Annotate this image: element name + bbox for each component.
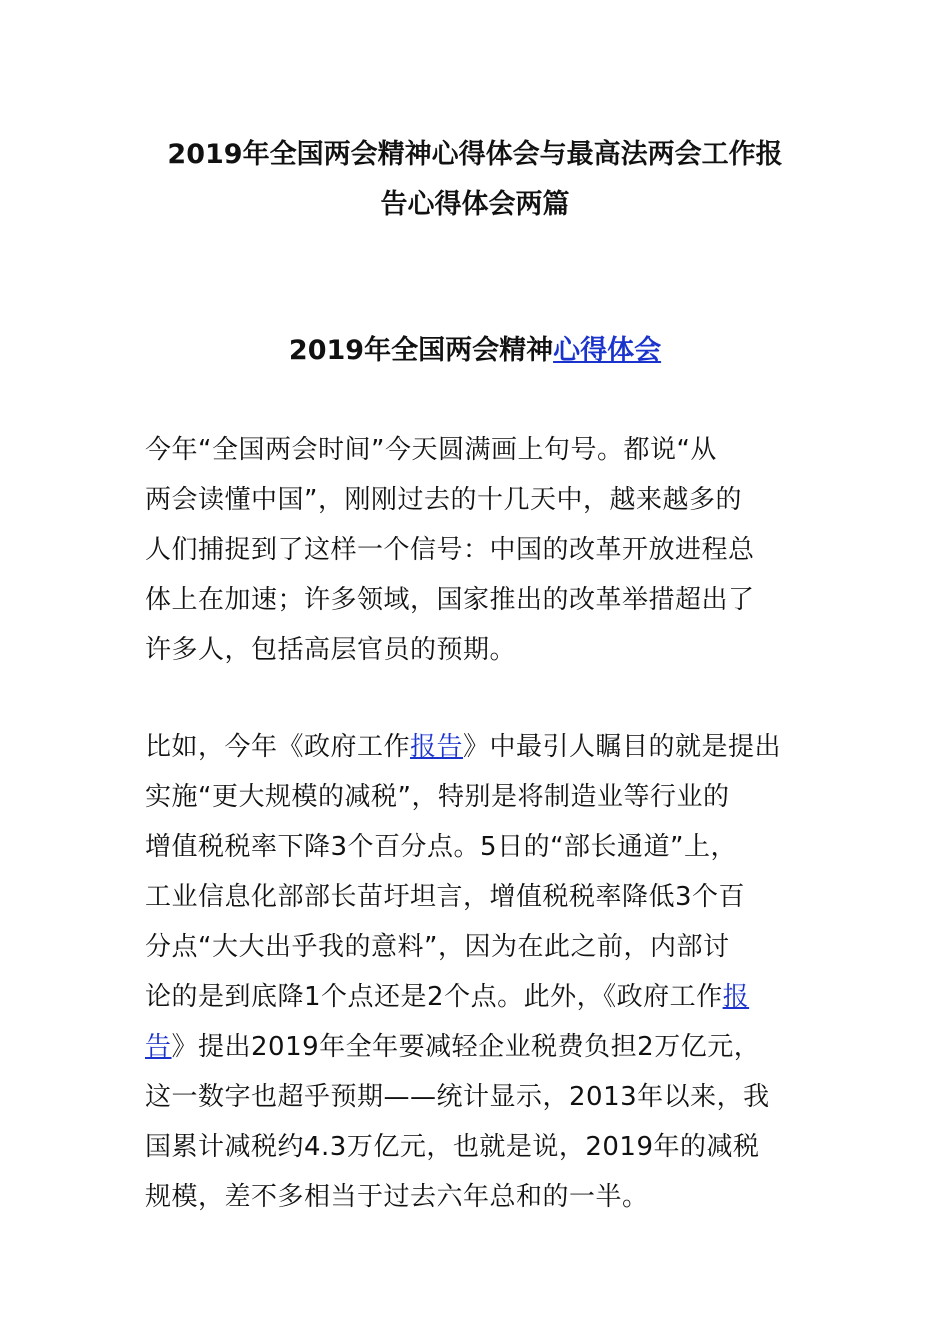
- paragraph-2-line: [145, 972, 810, 1022]
- paragraph-2-line: 国累计减税约4.3万亿元，也就是说，2019年的减税: [145, 1132, 760, 1162]
- paragraph-1-line: 许多人，包括高层官员的预期。: [145, 635, 517, 665]
- paragraph-2-line: [145, 1022, 810, 1072]
- section-heading-link[interactable]: 心得体会: [553, 335, 662, 366]
- report-link-part-1[interactable]: 报: [722, 982, 750, 1012]
- paragraph-1-line: 人们捕捉到了这样一个信号：中国的改革开放进程总: [145, 535, 755, 565]
- paragraph-2: [145, 722, 810, 1222]
- paragraph-2-text: 》中最引人瞩目的就是提出: [463, 732, 782, 762]
- title-line-1: 2019年全国两会精神心得体会与最高法两会工作报: [167, 139, 783, 170]
- paragraph-2-line: 规模，差不多相当于过去六年总和的一半。: [145, 1182, 649, 1212]
- paragraph-1: [145, 425, 810, 675]
- report-link-part-2[interactable]: 告: [145, 1032, 172, 1062]
- title-line-2: 告心得体会两篇: [380, 189, 570, 220]
- paragraph-1-line: 体上在加速；许多领域，国家推出的改革举措超出了: [145, 585, 755, 615]
- paragraph-2-line: [145, 722, 810, 772]
- document-title: [140, 130, 810, 230]
- paragraph-2-text: 比如，今年《政府工作: [145, 732, 411, 762]
- paragraph-1-line: 两会读懂中国”，刚刚过去的十几天中，越来越多的: [145, 485, 742, 515]
- paragraph-2-text: 》提出2019年全年要减轻企业税费负担2万亿元，: [171, 1032, 761, 1062]
- report-link[interactable]: 报告: [410, 732, 464, 762]
- paragraph-2-text: 论的是到底降1个点还是2个点。此外，《政府工作: [145, 982, 723, 1012]
- paragraph-1-line: 今年“全国两会时间”今天圆满画上句号。都说“从: [145, 435, 717, 465]
- section-heading-text: 2019年全国两会精神: [288, 335, 554, 366]
- paragraph-2-line: 实施“更大规模的减税”，特别是将制造业等行业的: [145, 782, 730, 812]
- paragraph-2-line: 分点“大大出乎我的意料”，因为在此之前，内部讨: [145, 932, 730, 962]
- section-heading: [140, 327, 810, 375]
- paragraph-2-line: 增值税税率下降3个百分点。5日的“部长通道”上，: [145, 832, 738, 862]
- paragraph-2-line: 这一数字也超乎预期——统计显示，2013年以来，我: [145, 1082, 770, 1112]
- paragraph-2-line: 工业信息化部部长苗圩坦言，增值税税率降低3个百: [145, 882, 746, 912]
